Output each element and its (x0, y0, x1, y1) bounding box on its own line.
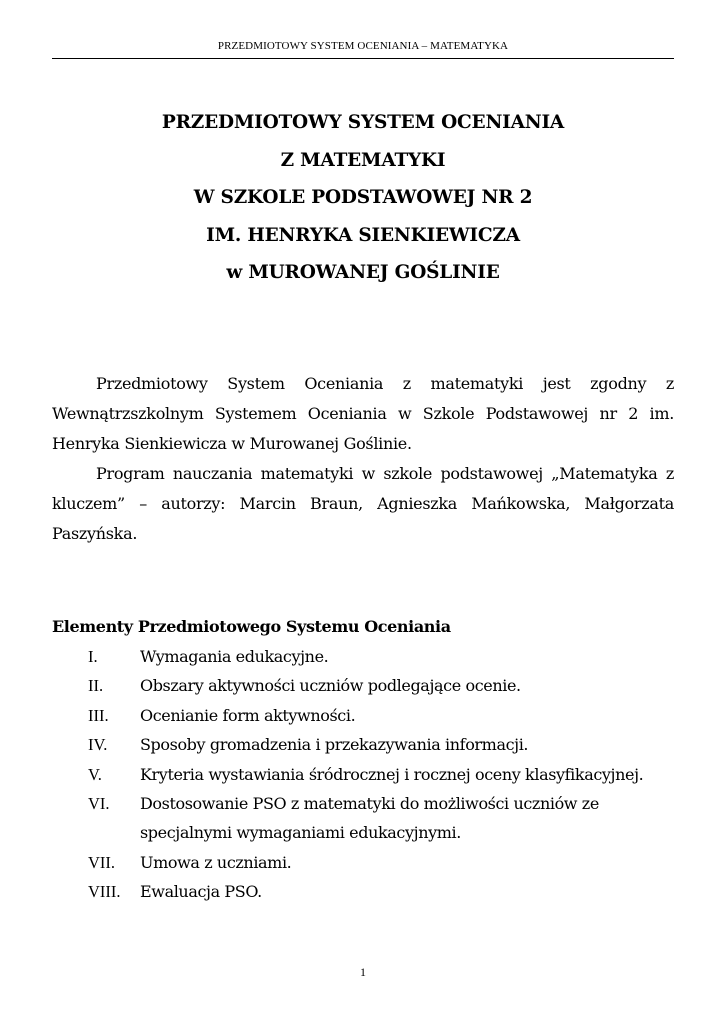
list-item-number: VI. (88, 794, 110, 814)
document-title (52, 104, 674, 292)
title-line: W SZKOLE PODSTAWOWEJ NR 2 (193, 187, 533, 208)
running-header: PRZEDMIOTOWY SYSTEM OCENIANIA – MATEMATYKA (217, 40, 509, 52)
list-item-number: VIII. (88, 882, 121, 902)
elements-list (52, 642, 674, 907)
intro-paragraph: Program nauczania matematyki w szkole podstawowej „Matematyka z kluczem” – autorzy: Marcin Braun, Agnieszka Mańkowska, Małgorzata Paszyńska. (52, 464, 674, 543)
list-item (52, 701, 674, 730)
intro-paragraph: Przedmiotowy System Oceniania z matematyki jest zgodny z Wewnątrzszkolnym Systemem Oceniania w Szkole Podstawowej nr 2 im. Henryka Sienkiewicza w Murowanej Goślinie. (52, 374, 674, 453)
list-item-text: Ewaluacja PSO. (140, 882, 262, 902)
page-number: 1 (360, 965, 366, 979)
list-item-text: Kryteria wystawiania śródrocznej i rocznej oceny klasyfikacyjnej. (140, 764, 644, 784)
title-line: PRZEDMIOTOWY SYSTEM OCENIANIA (161, 112, 565, 133)
list-item-number: II. (88, 676, 104, 696)
list-item-text: Wymagania edukacyjne. (140, 647, 329, 666)
list-item (52, 877, 674, 906)
list-item-text: Umowa z uczniami. (140, 852, 292, 872)
list-item (52, 671, 674, 700)
list-item-text: Sposoby gromadzenia i przekazywania informacji. (140, 735, 529, 755)
list-item-number: V. (88, 764, 102, 784)
list-item (52, 642, 674, 671)
header-rule (52, 58, 674, 59)
list-item-text: Obszary aktywności uczniów podlegające ocenie. (140, 676, 521, 696)
intro-section (52, 369, 674, 549)
list-item-number: VII. (88, 852, 116, 872)
section-heading: Elementy Przedmiotowego Systemu Oceniania (52, 617, 451, 636)
list-item-text: Dostosowanie PSO z matematyki do możliwości uczniów ze specjalnymi wymaganiami edukacyjnymi. (140, 794, 599, 843)
title-line: IM. HENRYKA SIENKIEWICZA (206, 224, 520, 246)
list-item-text: Ocenianie form aktywności. (140, 705, 356, 725)
list-item (52, 760, 674, 789)
list-item (52, 789, 674, 848)
list-item-number: III. (88, 705, 109, 725)
list-item-number: I. (88, 647, 98, 666)
list-item-number: IV. (88, 735, 108, 755)
title-line: w MUROWANEJ GOŚLINIE (226, 262, 500, 283)
title-line: Z MATEMATYKI (280, 149, 446, 171)
list-item (52, 848, 674, 877)
list-item (52, 730, 674, 759)
